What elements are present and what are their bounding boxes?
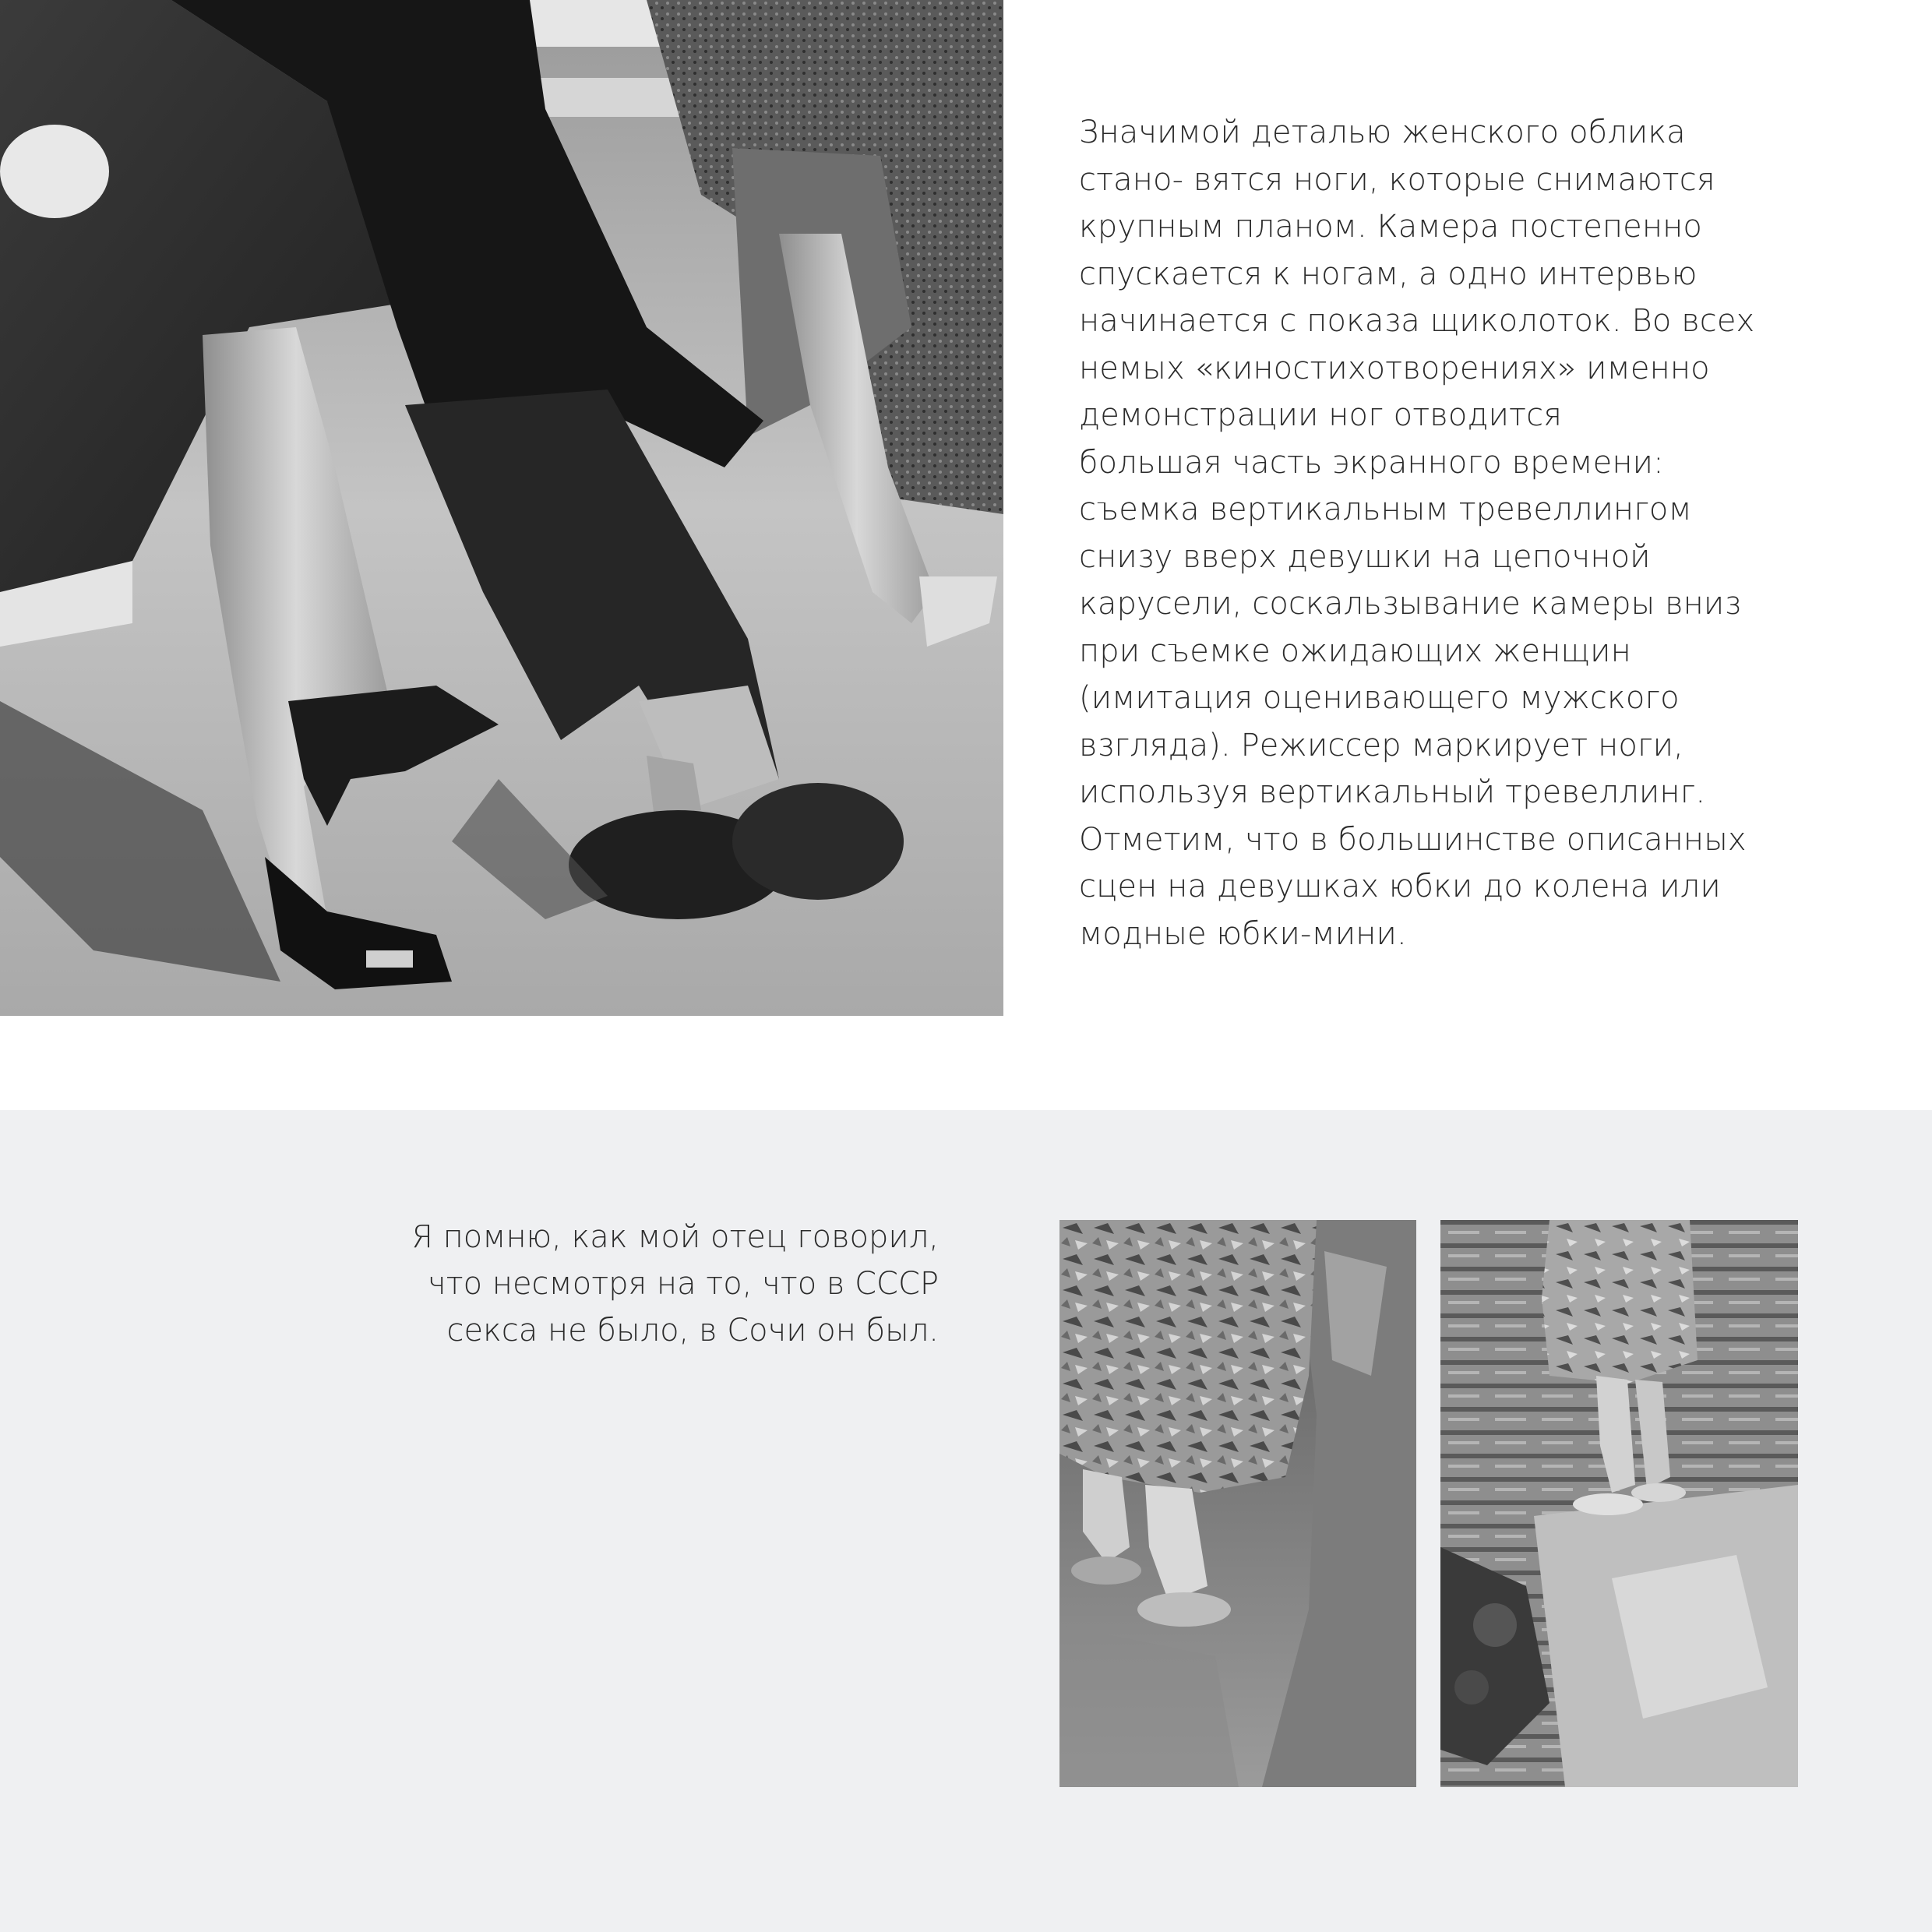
article-body-text: Значимой деталью женского облика стано- вятся ноги, которые снимаются крупным планом. Камера постепенно спускается к ногам, а одно интервью начинается с показа щиколоток. Во всех немых «киностихотворениях» именно демонстрации ног отводится большая часть экранного времени: съемка вертикальным тревеллингом снизу вверх девушки на цепочной карусели, соскальзывание камеры вниз при съемке ожидающих женщин (имитация оценивающего мужского взгляда). Режиссер маркирует ноги, используя вертикальный тревеллинг. Отметим, что в большинстве описанных сцен на девушках юбки до колена или модные юбки-мини. (1079, 115, 1755, 952)
photo-patterned-skirt-on-rocks-icon (1440, 1220, 1798, 1787)
skirt-photo-left (1059, 1220, 1416, 1787)
pull-quote: Я помню, как мой отец говорил, что несмотря на то, что в СССР секса не было, в Сочи он был. (411, 1219, 939, 1349)
photo-women-legs-on-bench-icon (0, 0, 1003, 1016)
main-photo (0, 0, 1003, 1016)
skirt-photo-right (1440, 1220, 1798, 1787)
photo-patterned-skirt-standing-icon (1059, 1220, 1416, 1787)
